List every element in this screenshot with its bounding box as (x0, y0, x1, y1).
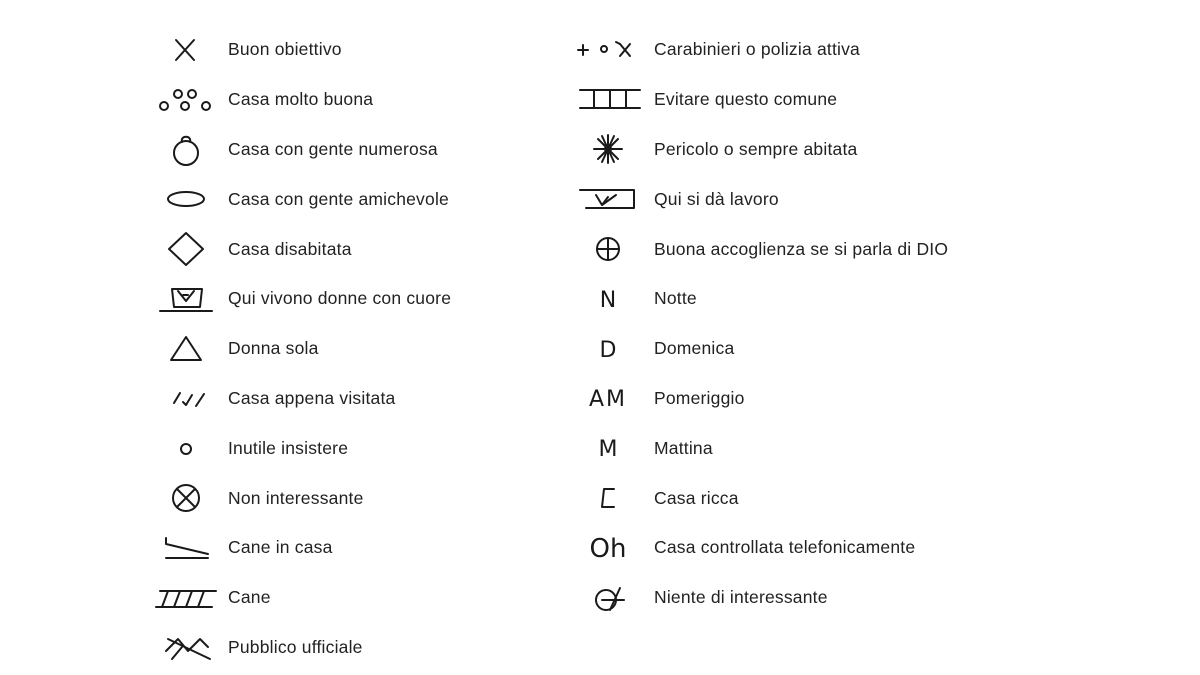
oh-letters-icon (572, 526, 648, 570)
ellipse-icon (150, 177, 222, 221)
legend-row (150, 573, 570, 623)
legend-label: Casa ricca (654, 487, 739, 508)
legend-label: Buona accoglienza se si parla di DIO (654, 238, 949, 259)
legend-label: Carabinieri o polizia attiva (654, 39, 860, 60)
legend-label: Domenica (654, 338, 735, 359)
letter-m-icon (572, 426, 648, 470)
legend-row (572, 324, 1092, 374)
legend-label: Pubblico ufficiale (228, 636, 363, 657)
letter-n-icon (572, 277, 648, 321)
legend-label: Pericolo o sempre abitata (654, 138, 858, 159)
legend-label: Evitare questo comune (654, 89, 838, 110)
legend-row (150, 125, 570, 175)
diamond-icon (150, 227, 222, 271)
fence-icon (150, 576, 222, 620)
legend-label: Non interessante (228, 487, 364, 508)
star-burst-icon (572, 127, 648, 171)
legend-row (572, 25, 1092, 75)
legend-row (150, 623, 570, 673)
glyph-oh: Oh (589, 533, 627, 564)
legend-label: Buon obiettivo (228, 39, 342, 60)
legend-label: Cane in casa (228, 537, 333, 558)
glyph-m: M (598, 437, 618, 463)
legend-row (150, 473, 570, 523)
legend-label: Notte (654, 288, 697, 309)
legend-row (150, 174, 570, 224)
letters-am-icon (572, 376, 648, 420)
legend-label: Qui si dà lavoro (654, 188, 779, 209)
legend-label: Qui vivono donne con cuore (228, 288, 452, 309)
legend-label: Inutile insistere (228, 437, 349, 458)
legend-row (572, 224, 1092, 274)
legend-label: Niente di interessante (654, 587, 828, 608)
circle-slash-icon (572, 576, 648, 620)
glyph-d: D (599, 337, 617, 363)
five-circles-icon (150, 78, 222, 122)
circled-cross-icon (572, 227, 648, 271)
legend-row (572, 573, 1092, 623)
legend-label: Casa disabitata (228, 238, 352, 259)
legend-label: Mattina (654, 437, 713, 458)
heart-box-icon (150, 277, 222, 321)
letter-d-icon (572, 327, 648, 371)
box-checkmark-icon (572, 177, 648, 221)
legend-column-right (572, 25, 1092, 623)
legend-row (150, 25, 570, 75)
legend-row (150, 324, 570, 374)
legend-row (572, 473, 1092, 523)
legend-row (150, 523, 570, 573)
legend-row (572, 75, 1092, 125)
legend-row (572, 523, 1092, 573)
glyph-n: N (599, 287, 617, 313)
legend-row (572, 174, 1092, 224)
legend-row (150, 75, 570, 125)
x-mark-icon (150, 28, 222, 72)
legend-label: Casa con gente numerosa (228, 138, 438, 159)
legend-row (150, 374, 570, 424)
legend-row (572, 423, 1092, 473)
small-circle-icon (150, 426, 222, 470)
legend-label: Casa con gente amichevole (228, 188, 449, 209)
bars-icon (572, 78, 648, 122)
legend-row (572, 374, 1092, 424)
triangle-icon (150, 327, 222, 371)
legend-label: Pomeriggio (654, 387, 745, 408)
circled-x-icon (150, 476, 222, 520)
legend-label: Casa molto buona (228, 89, 374, 110)
plus-circle-x-icon (572, 28, 648, 72)
legend-label: Casa appena visitata (228, 387, 396, 408)
legend-label: Cane (228, 587, 271, 608)
glyph-am: AM (588, 387, 628, 413)
three-slashes-icon (150, 376, 222, 420)
angle-lines-icon (150, 526, 222, 570)
legend-row (150, 423, 570, 473)
circle-with-loop-icon (150, 127, 222, 171)
legend-row (572, 274, 1092, 324)
bracket-icon (572, 476, 648, 520)
crossed-zigzag-icon (150, 625, 222, 669)
legend-row (150, 274, 570, 324)
legend-label: Donna sola (228, 338, 319, 359)
legend-row (572, 125, 1092, 175)
legend-row (150, 224, 570, 274)
legend-label: Casa controllata telefonicamente (654, 537, 916, 558)
legend-column-left (150, 25, 570, 672)
